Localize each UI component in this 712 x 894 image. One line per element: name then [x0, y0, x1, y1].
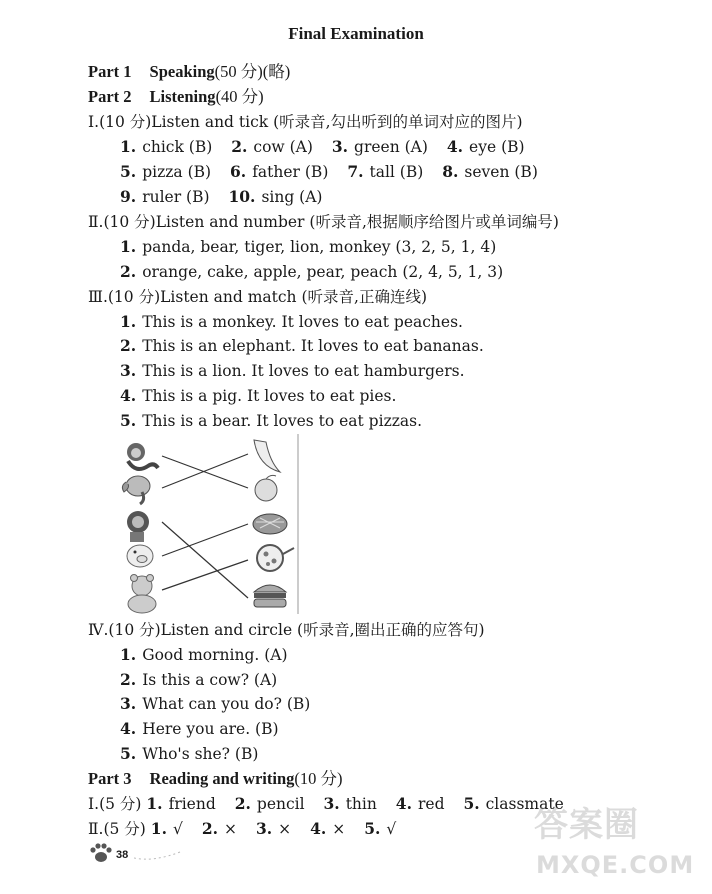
p3s2-numeral: Ⅱ.: [88, 820, 104, 838]
part3-note: (10 分): [294, 769, 343, 788]
answer: green (A): [354, 138, 428, 156]
answer: What can you do? (B): [142, 695, 311, 713]
answer: thin: [345, 795, 377, 813]
sec4-item: [120, 670, 277, 690]
answer: This is a bear. It loves to eat pizzas.: [142, 412, 423, 430]
mark: ×: [224, 820, 237, 838]
item-number: 4.: [395, 794, 412, 813]
answer: This is a pig. It loves to eat pies.: [142, 387, 397, 405]
item-number: 1.: [120, 312, 137, 331]
sec1-header: [88, 112, 523, 132]
match-line: [162, 560, 248, 590]
watermark-logo: [528, 795, 708, 890]
sec2-item: [120, 262, 503, 282]
paw-icon: [88, 842, 114, 864]
part3-heading: [88, 769, 343, 789]
item-number: 4.: [446, 137, 464, 156]
item-number: 1.: [120, 137, 137, 156]
answer: This is an elephant. It loves to eat bananas.: [142, 337, 484, 355]
sec1-row-2: [120, 162, 552, 182]
match-line: [162, 524, 248, 556]
item-number: 5.: [463, 794, 480, 813]
item-number: 2.: [120, 336, 137, 355]
match-lines: [162, 454, 248, 598]
item-number: 1.: [146, 794, 163, 813]
pie-icon: [253, 514, 287, 534]
answer: red: [417, 795, 445, 813]
sec4-item: [120, 694, 310, 714]
answer: eye (B): [469, 138, 525, 156]
item-number: 2.: [120, 262, 137, 281]
item-number: 5.: [120, 162, 137, 181]
page-title: Final Examination: [288, 24, 424, 43]
p3s1-numeral: Ⅰ.: [88, 795, 100, 813]
item-number: 3.: [120, 361, 137, 380]
item-number: 1.: [120, 237, 137, 256]
watermark-line2: MXQE.COM: [536, 851, 695, 879]
answer: Is this a cow? (A): [142, 671, 278, 689]
part2-note: (40 分): [215, 87, 264, 106]
part1-label: Part 1: [88, 62, 132, 81]
item-number: 3.: [323, 794, 340, 813]
bear-icon: [128, 575, 156, 614]
sec1-row-1: [120, 137, 539, 157]
answer: sing (A): [261, 188, 323, 206]
answer: orange, cake, apple, pear, peach (2, 4, 5, 1, 3): [142, 263, 504, 281]
sec4-header: [88, 620, 485, 640]
sec2-item: [120, 237, 496, 257]
item-number: 4.: [120, 719, 137, 738]
item-number: 3.: [255, 819, 273, 838]
sec4-item: [120, 744, 258, 764]
item-number: 3.: [120, 694, 137, 713]
answer: pencil: [256, 795, 305, 813]
answer: chick (B): [142, 138, 213, 156]
sec2-numeral: Ⅱ.: [88, 213, 104, 231]
sec3-item: [120, 386, 396, 406]
answer: friend: [168, 795, 216, 813]
lion-icon: [127, 511, 149, 542]
part1-name: Speaking: [149, 62, 215, 81]
item-number: 2.: [120, 670, 137, 689]
answer: classmate: [485, 795, 564, 813]
sec3-item: [120, 411, 422, 431]
footer-dots: [134, 848, 184, 862]
p3s2-score: (5 分): [103, 820, 146, 838]
matching-figure: [120, 434, 300, 614]
part1-heading: [88, 62, 290, 82]
mark: ×: [278, 820, 292, 838]
answer: Who's she? (B): [142, 745, 259, 763]
item-number: 5.: [120, 411, 137, 430]
pig-icon: [127, 545, 153, 567]
p3s1-score: (5 分): [99, 795, 142, 813]
item-number: 8.: [442, 162, 459, 181]
mark: ×: [332, 820, 346, 838]
sec4-item: [120, 719, 279, 739]
sec1-row-3: [120, 187, 336, 207]
sec3-item: [120, 312, 463, 332]
mark: √: [172, 820, 183, 838]
p3-sec2-row: [88, 819, 396, 839]
peach-icon: [255, 475, 277, 501]
item-number: 1.: [150, 819, 167, 838]
monkey-icon: [127, 443, 158, 469]
mark: √: [386, 820, 397, 838]
item-number: 6.: [230, 162, 247, 181]
match-line: [162, 522, 248, 598]
item-number: 4.: [120, 386, 137, 405]
sec3-item: [120, 336, 484, 356]
answer: Good morning. (A): [142, 646, 288, 664]
answer: seven (B): [464, 163, 538, 181]
answer: father (B): [252, 163, 329, 181]
sec3-item: [120, 361, 465, 381]
part2-heading: [88, 87, 264, 107]
part3-label: Part 3: [88, 769, 132, 788]
part2-label: Part 2: [88, 87, 132, 106]
item-number: 1.: [120, 645, 137, 664]
item-number: 2.: [231, 137, 248, 156]
answer: ruler (B): [142, 188, 210, 206]
item-number: 2.: [201, 819, 218, 838]
item-number: 9.: [120, 187, 137, 206]
part3-name: Reading and writing: [149, 769, 295, 788]
answer: panda, bear, tiger, lion, monkey (3, 2, 5, 1, 4): [142, 238, 497, 256]
sec3-title: (10 分)Listen and match (听录音,正确连线): [107, 288, 427, 306]
sec2-title: (10 分)Listen and number (听录音,根据顺序给图片或单词编号): [103, 213, 559, 231]
sec1-numeral: Ⅰ.: [88, 113, 100, 131]
sec4-title: (10 分)Listen and circle (听录音,圈出正确的应答句): [108, 621, 485, 639]
sec3-numeral: Ⅲ.: [88, 288, 108, 306]
banana-icon: [254, 440, 280, 472]
watermark-line1: 答案圈: [534, 805, 639, 845]
elephant-icon: [122, 476, 150, 504]
answer: This is a monkey. It loves to eat peaches.: [142, 313, 463, 331]
sec1-title: (10 分)Listen and tick (听录音,勾出听到的单词对应的图片): [99, 113, 523, 131]
p3-sec1-row: [88, 794, 564, 814]
item-number: 2.: [234, 794, 251, 813]
sec4-numeral: Ⅳ.: [88, 621, 109, 639]
answer: This is a lion. It loves to eat hamburgers.: [142, 362, 465, 380]
hamburger-icon: [254, 585, 286, 607]
answer: pizza (B): [142, 163, 212, 181]
item-number: 5.: [364, 819, 381, 838]
sec3-header: [88, 287, 427, 307]
pizza-icon: [257, 545, 294, 571]
answer: tall (B): [369, 163, 424, 181]
sec4-item: [120, 645, 288, 665]
page-number: 38: [116, 849, 129, 861]
part1-note: (50 分)(略): [214, 62, 291, 81]
answer: cow (A): [253, 138, 313, 156]
item-number: 3.: [331, 137, 349, 156]
item-number: 4.: [310, 819, 327, 838]
part2-name: Listening: [149, 87, 216, 106]
answer: Here you are. (B): [142, 720, 279, 738]
sec2-header: [88, 212, 559, 232]
item-number: 7.: [347, 162, 364, 181]
item-number: 5.: [120, 744, 137, 763]
item-number: 10.: [228, 187, 256, 206]
